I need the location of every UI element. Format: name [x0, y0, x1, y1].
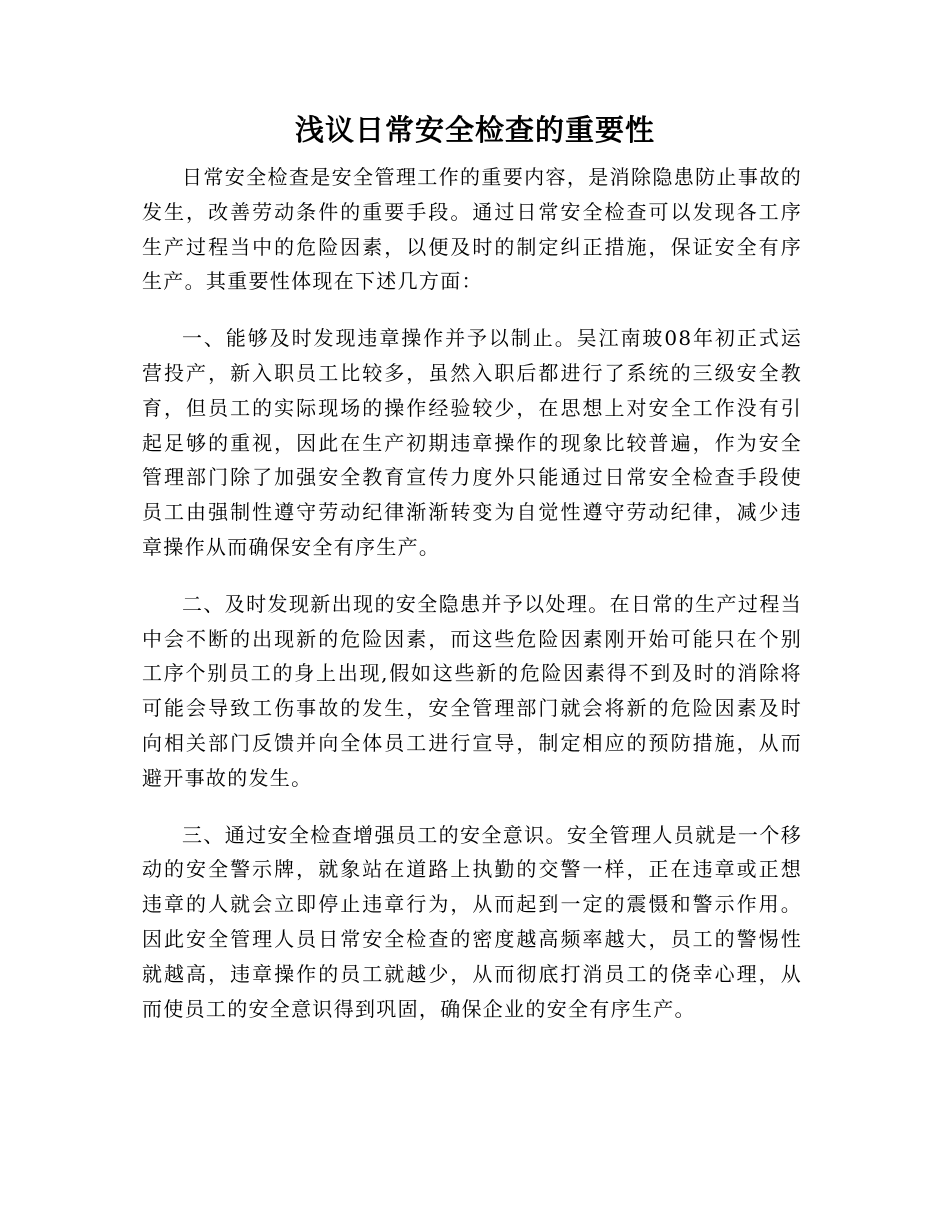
paragraph-intro: 日常安全检查是安全管理工作的重要内容，是消除隐患防止事故的发生，改善劳动条件的重要手段。通过日常安全检查可以发现各工序生产过程当中的危险因素，以便及时的制定纠正措施，保证安全有序生产。其重要性体现在下述几方面： [142, 165, 802, 294]
paragraph-point-1: 一、能够及时发现违章操作并予以制止。吴江南玻08年初正式运营投产，新入职员工比较多，虽然入职后都进行了系统的三级安全教育，但员工的实际现场的操作经验较少，在思想上对安全工作没有引起足够的重视，因此在生产初期违章操作的现象比较普遍，作为安全管理部门除了加强安全教育宣传力度外只能通过日常安全检查手段使员工由强制性遵守劳动纪律渐渐转变为自觉性遵守劳动纪律，减少违章操作从而确保安全有序生产。 [142, 326, 802, 559]
paragraph-point-2: 二、及时发现新出现的安全隐患并予以处理。在日常的生产过程当中会不断的出现新的危险因素，而这些危险因素刚开始可能只在个别工序个别员工的身上出现,假如这些新的危险因素得不到及时的消除将可能会导致工伤事故的发生，安全管理部门就会将新的危险因素及时向相关部门反馈并向全体员工进行宣导，制定相应的预防措施，从而避开事故的发生。 [142, 591, 802, 790]
document-body [142, 160, 802, 1026]
document-title: 浅议日常安全检查的重要性 [294, 113, 655, 147]
paragraph-point-3: 三、通过安全检查增强员工的安全意识。安全管理人员就是一个移动的安全警示牌，就象站在道路上执勤的交警一样，正在违章或正想违章的人就会立即停止违章行为，从而起到一定的震慑和警示作用。因此安全管理人员日常安全检查的密度越高频率越大，员工的警惕性就越高，违章操作的员工就越少，从而彻底打消员工的侥幸心理，从而使员工的安全意识得到巩固，确保企业的安全有序生产。 [142, 822, 802, 1021]
